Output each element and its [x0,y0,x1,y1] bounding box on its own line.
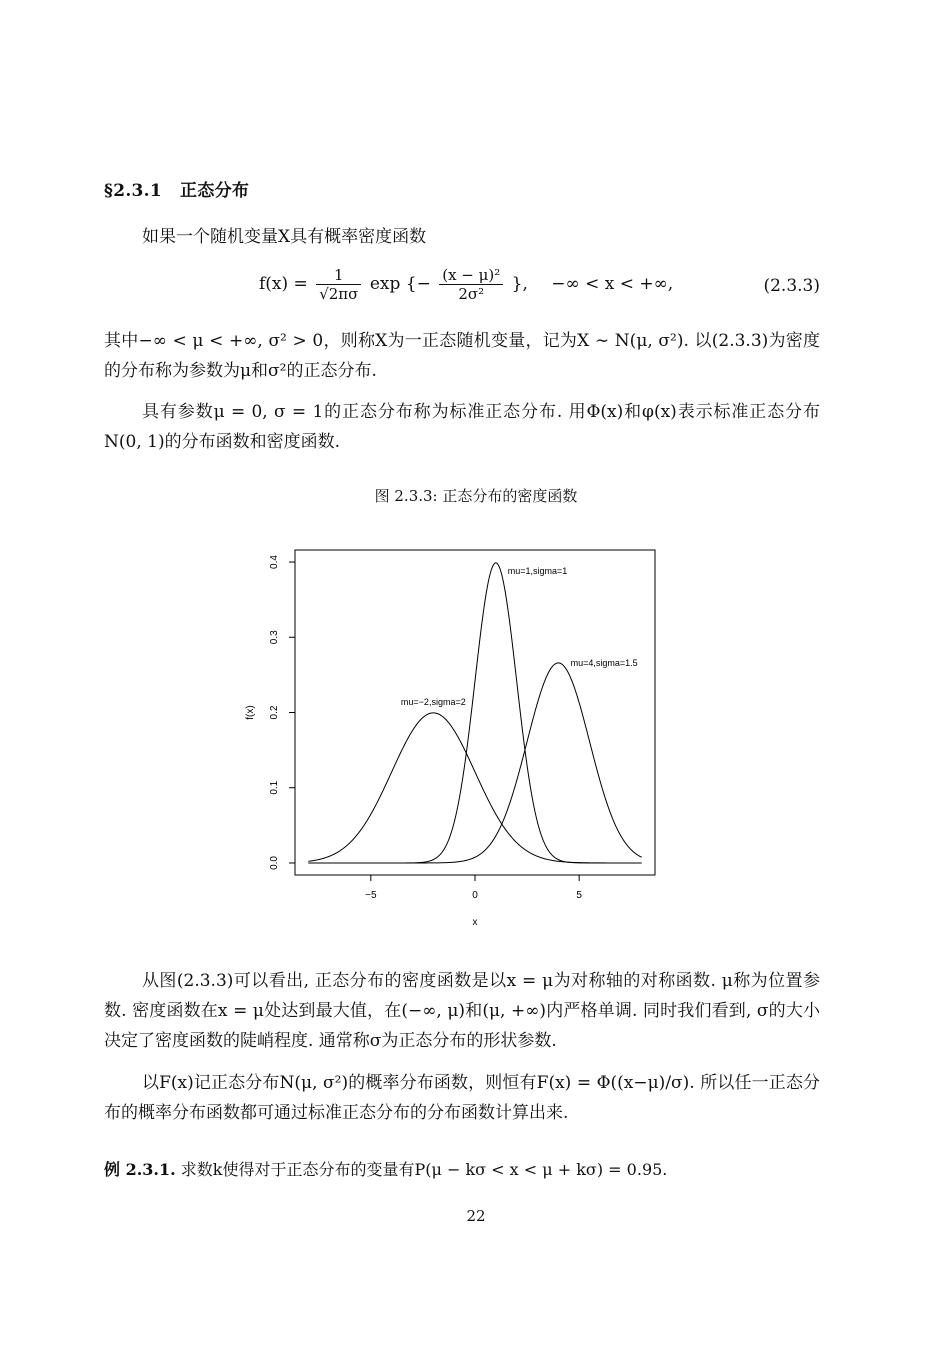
frac-denominator: √2πσ [319,285,359,303]
figure-caption: 图 2.3.3: 正态分布的密度函数 [374,487,578,505]
y-tick-label: 0.0 [269,856,280,870]
x-tick-label: 5 [576,890,582,901]
paragraph-standard-normal: 具有参数μ = 0, σ = 1的正态分布称为标准正态分布. 用Φ(x)和φ(x)表示标准正态分布N(0, 1)的分布函数和密度函数. [104,402,820,452]
paragraph-definition: 其中−∞ < μ < +∞, σ² > 0，则称X为一正态随机变量，记为X ∼ N(μ, σ²). 以(2.3.3)为密度的分布称为参数为μ和σ²的正态分布. [104,331,820,381]
example-label: 例 2.3.1. [104,1160,176,1179]
y-tick-label: 0.1 [269,780,280,795]
y-tick-label: 0.3 [269,630,280,645]
plot-frame [295,550,655,875]
x-tick-label: 0 [472,890,478,901]
y-tick-label: 0.4 [269,555,280,569]
series-label-2: mu=1,sigma=1 [507,566,568,577]
density-chart [240,540,670,940]
frac-numerator: 1 [316,266,361,285]
section-title: 正态分布 [180,181,250,201]
section-number: §2.3.1 [104,181,163,201]
y-axis-label: f(x) [245,705,256,720]
series-label-1: mu=−2,sigma=2 [400,696,466,707]
density-curve-2 [308,563,641,863]
equation-lhs: f(x) = [259,274,308,294]
x-axis-label: x [472,917,478,928]
equation-2-3-3 [104,262,820,312]
example-2-3-1 [104,1157,667,1180]
y-tick-label: 0.2 [269,705,280,720]
equation-formula [259,266,673,303]
exp-close: }, [511,274,528,294]
frac-numerator: (x − μ)² [439,266,503,285]
example-text: 求数k使得对于正态分布的变量有P(μ − kσ < x < μ + kσ) = 0.95. [180,1160,668,1179]
equation-domain: −∞ < x < +∞, [551,274,674,294]
exp-open: exp {− [369,274,431,294]
intro-paragraph: 如果一个随机变量X具有概率密度函数 [142,227,427,247]
frac-denominator: 2σ² [458,285,485,303]
density-curve-1 [308,713,641,863]
fraction-exponent [439,266,503,303]
page-number: 22 [466,1207,486,1225]
x-tick-label: −5 [365,890,377,901]
fraction-normalizer [316,266,361,303]
series-label-3: mu=4,sigma=1.5 [570,657,638,668]
equation-number: (2.3.3) [763,276,820,296]
section-heading [104,176,249,201]
paragraph-cdf: 以F(x)记正态分布N(μ, σ²)的概率分布函数，则恒有F(x) = Φ((x−μ)/σ). 所以任一正态分布的概率分布函数都可通过标准正态分布的分布函数计算出来. [104,1073,820,1123]
paragraph-symmetry: 从图(2.3.3)可以看出, 正态分布的密度函数是以x = μ为对称轴的对称函数. μ称为位置参数. 密度函数在x = μ处达到最大值，在(−∞, μ)和(μ, +∞)内严格单调. 同时我们看到, σ的大小决定了密度函数的陡峭程度. 通常称σ为正态分布的形状参数. [104,971,820,1051]
